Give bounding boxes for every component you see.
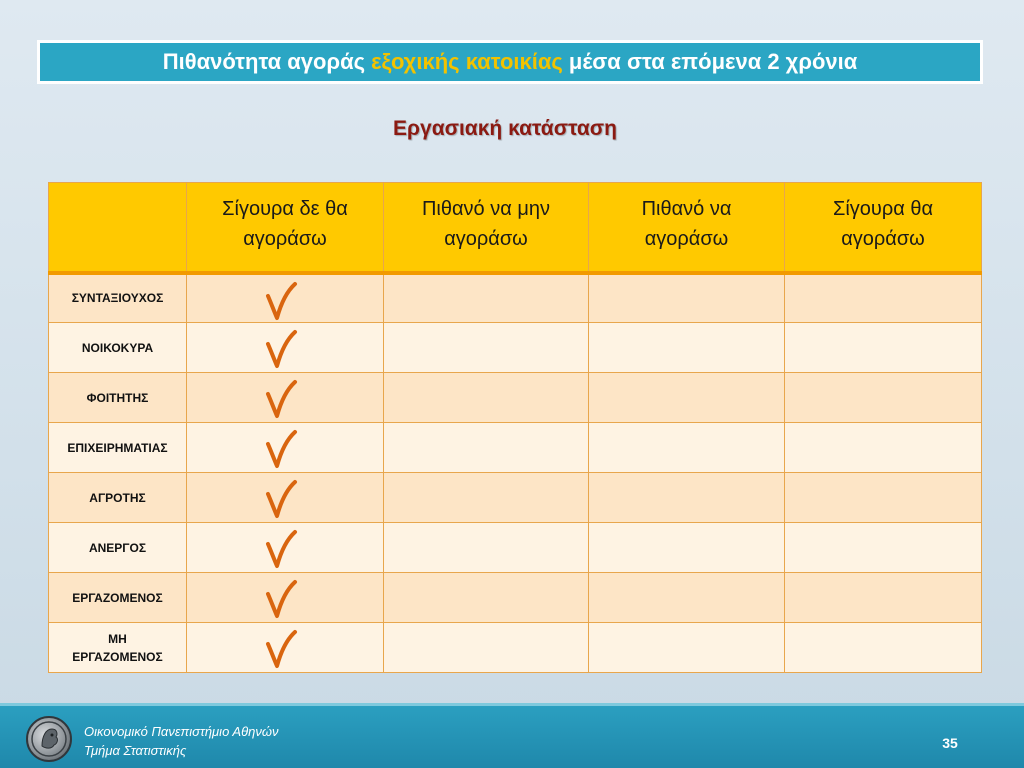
column-header: Πιθανό να αγοράσω — [589, 183, 785, 273]
row-label: ΣΥΝΤΑΞΙΟΥΧΟΣ — [49, 273, 187, 323]
table-row — [49, 623, 982, 673]
table-cell — [187, 473, 384, 523]
checkmark-icon — [265, 629, 299, 676]
survey-table — [48, 182, 982, 673]
checkmark-icon — [265, 429, 299, 476]
header-corner-cell — [49, 183, 187, 273]
footer-department-name: Τμήμα Στατιστικής — [84, 743, 187, 758]
footer-university-name: Οικονομικό Πανεπιστήμιο Αθηνών — [84, 724, 279, 739]
table-cell — [785, 623, 982, 673]
table-cell — [589, 273, 785, 323]
checkmark-icon — [265, 281, 299, 328]
table-cell — [589, 473, 785, 523]
checkmark-icon — [265, 329, 299, 376]
table-cell — [187, 423, 384, 473]
table-row — [49, 373, 982, 423]
table-header-row — [49, 183, 982, 273]
row-label: ΜΗ ΕΡΓΑΖΟΜΕΝΟΣ — [49, 623, 187, 673]
page-number: 35 — [942, 735, 958, 751]
table-row — [49, 423, 982, 473]
row-label: ΑΝΕΡΓΟΣ — [49, 523, 187, 573]
table-cell — [384, 523, 589, 573]
table-cell — [589, 373, 785, 423]
table-row — [49, 523, 982, 573]
column-header: Σίγουρα δε θα αγοράσω — [187, 183, 384, 273]
table-cell — [384, 573, 589, 623]
table-cell — [785, 323, 982, 373]
table-cell — [384, 423, 589, 473]
table-cell — [384, 323, 589, 373]
university-seal-icon — [26, 716, 72, 762]
row-label: ΕΡΓΑΖΟΜΕΝΟΣ — [49, 573, 187, 623]
table-cell — [187, 573, 384, 623]
row-label: ΑΓΡΟΤΗΣ — [49, 473, 187, 523]
slide-title — [37, 40, 983, 84]
table-row — [49, 323, 982, 373]
title-text-highlight: εξοχικής κατοικίας — [371, 49, 563, 74]
row-label: ΦΟΙΤΗΤΗΣ — [49, 373, 187, 423]
table-cell — [589, 423, 785, 473]
row-label: ΕΠΙΧΕΙΡΗΜΑΤΙΑΣ — [49, 423, 187, 473]
table-cell — [589, 323, 785, 373]
checkmark-icon — [265, 579, 299, 626]
title-text-start: Πιθανότητα αγοράς — [162, 49, 366, 74]
title-text-end: μέσα στα επόμενα 2 χρόνια — [568, 49, 858, 74]
table-cell — [785, 523, 982, 573]
table-cell — [384, 273, 589, 323]
table-cell — [187, 523, 384, 573]
slide-footer — [0, 703, 1024, 768]
checkmark-icon — [265, 379, 299, 426]
table-cell — [187, 623, 384, 673]
table-cell — [589, 523, 785, 573]
table-row — [49, 473, 982, 523]
table-cell — [589, 573, 785, 623]
table-cell — [785, 423, 982, 473]
row-label: ΝΟΙΚΟΚΥΡΑ — [49, 323, 187, 373]
column-header: Πιθανό να μην αγοράσω — [384, 183, 589, 273]
table-row — [49, 573, 982, 623]
table-cell — [384, 373, 589, 423]
footer-institution — [84, 722, 279, 760]
table-cell — [187, 273, 384, 323]
table-cell — [384, 623, 589, 673]
table-cell — [187, 373, 384, 423]
table-row — [49, 273, 982, 323]
table-cell — [384, 473, 589, 523]
table-cell — [589, 623, 785, 673]
table-cell — [785, 573, 982, 623]
slide-subtitle: Εργασιακή κατάσταση — [393, 117, 617, 140]
checkmark-icon — [265, 479, 299, 526]
table-cell — [785, 373, 982, 423]
table-cell — [187, 323, 384, 373]
table-cell — [785, 473, 982, 523]
checkmark-icon — [265, 529, 299, 576]
column-header: Σίγουρα θα αγοράσω — [785, 183, 982, 273]
table-cell — [785, 273, 982, 323]
